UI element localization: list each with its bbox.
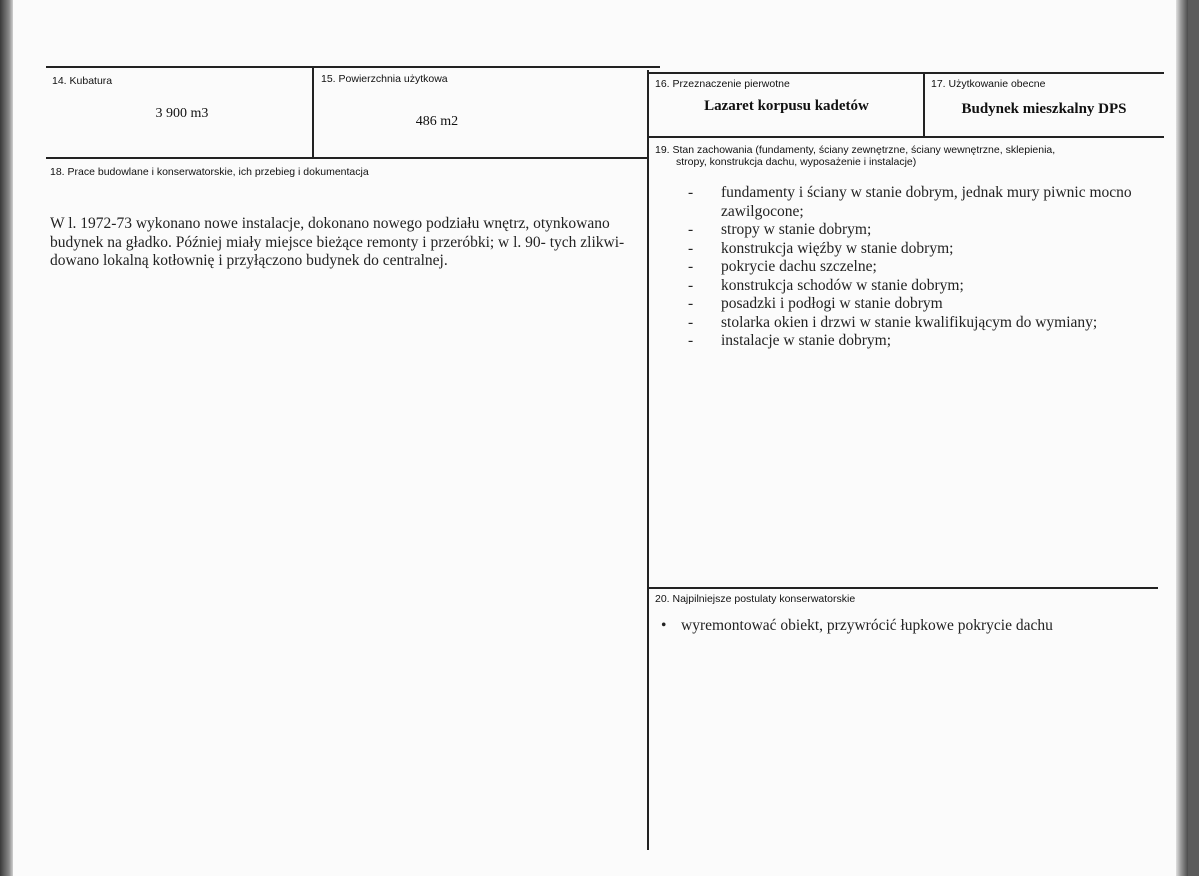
- top-rule-right: [648, 72, 1164, 74]
- top-rule-left: [46, 66, 660, 68]
- left-edge-shadow: [0, 0, 13, 876]
- stan-item: - konstrukcja więźby w stanie dobrym;: [688, 239, 954, 257]
- stan-list: [688, 184, 1148, 351]
- prace-line-3: dowano lokalną kotłownię i przyłączono budynek do centralnej.: [50, 252, 448, 269]
- dash-marker: -: [688, 239, 694, 257]
- stan-label-line-2: stropy, konstrukcja dachu, wyposażenie i instalacje): [676, 156, 917, 168]
- right-edge-shadow: [1176, 0, 1188, 876]
- powierzchnia-value: 486 m2: [415, 114, 459, 129]
- dash-marker: -: [688, 295, 694, 312]
- prace-text: [50, 215, 646, 271]
- stan-label-line-1: 19. Stan zachowania (fundamenty, ściany zewnętrzne, ściany wewnętrzne, sklepienia,: [655, 144, 1056, 156]
- rule-under-14-15: [46, 157, 648, 159]
- uzytkowanie-label: 17. Użytkowanie obecne: [931, 78, 1046, 90]
- dash-marker: -: [688, 221, 694, 238]
- stan-item: - konstrukcja schodów w stanie dobrym;: [688, 276, 964, 294]
- przeznaczenie-value: Lazaret korpusu kadetów: [704, 98, 869, 114]
- postulaty-item: • wyremontować obiekt, przywrócić łupkowe pokrycie dachu: [661, 617, 1053, 634]
- prace-line-1: W l. 1972-73 wykonano nowe instalacje, dokonano nowego podziału wnętrz, otynkowano: [50, 215, 610, 232]
- powierzchnia-label: 15. Powierzchnia użytkowa: [321, 73, 448, 85]
- divider-left-right: [647, 70, 649, 850]
- dash-marker: -: [688, 276, 694, 294]
- bullet-marker: •: [661, 617, 667, 634]
- stan-item: - stropy w stanie dobrym;: [688, 221, 872, 238]
- stan-item: - fundamenty i ściany w stanie dobrym, jednak mury piwnic mocno zawilgocone;: [688, 184, 1132, 220]
- stan-item: - pokrycie dachu szczelne;: [688, 258, 877, 275]
- prace-label: 18. Prace budowlane i konserwatorskie, ich przebieg i dokumentacja: [50, 166, 369, 178]
- stan-item: - instalacje w stanie dobrym;: [688, 332, 892, 349]
- postulaty-label: 20. Najpilniejsze postulaty konserwatorskie: [655, 593, 856, 605]
- przeznaczenie-label: 16. Przeznaczenie pierwotne: [655, 78, 790, 90]
- rule-under-16-17: [648, 136, 1164, 138]
- stan-item: - stolarka okien i drzwi w stanie kwalifikującym do wymiany;: [688, 313, 1098, 331]
- dash-marker: -: [688, 313, 694, 331]
- divider-14-15: [312, 67, 314, 157]
- uzytkowanie-value: Budynek mieszkalny DPS: [961, 101, 1127, 117]
- stan-item: - posadzki i podłogi w stanie dobrym: [688, 295, 943, 312]
- dash-marker: -: [688, 258, 694, 275]
- kubatura-label: 14. Kubatura: [52, 75, 113, 87]
- kubatura-value: 3 900 m3: [155, 106, 209, 121]
- rule-above-20: [648, 587, 1158, 589]
- postulaty-list: [658, 617, 1148, 636]
- document-sheet: [12, 0, 1188, 876]
- prace-line-2: budynek na gładko. Później miały miejsce bieżące remonty i przeróbki; w l. 90- tych zlikwi-: [50, 233, 625, 251]
- dash-marker: -: [688, 184, 694, 201]
- dash-marker: -: [688, 332, 694, 349]
